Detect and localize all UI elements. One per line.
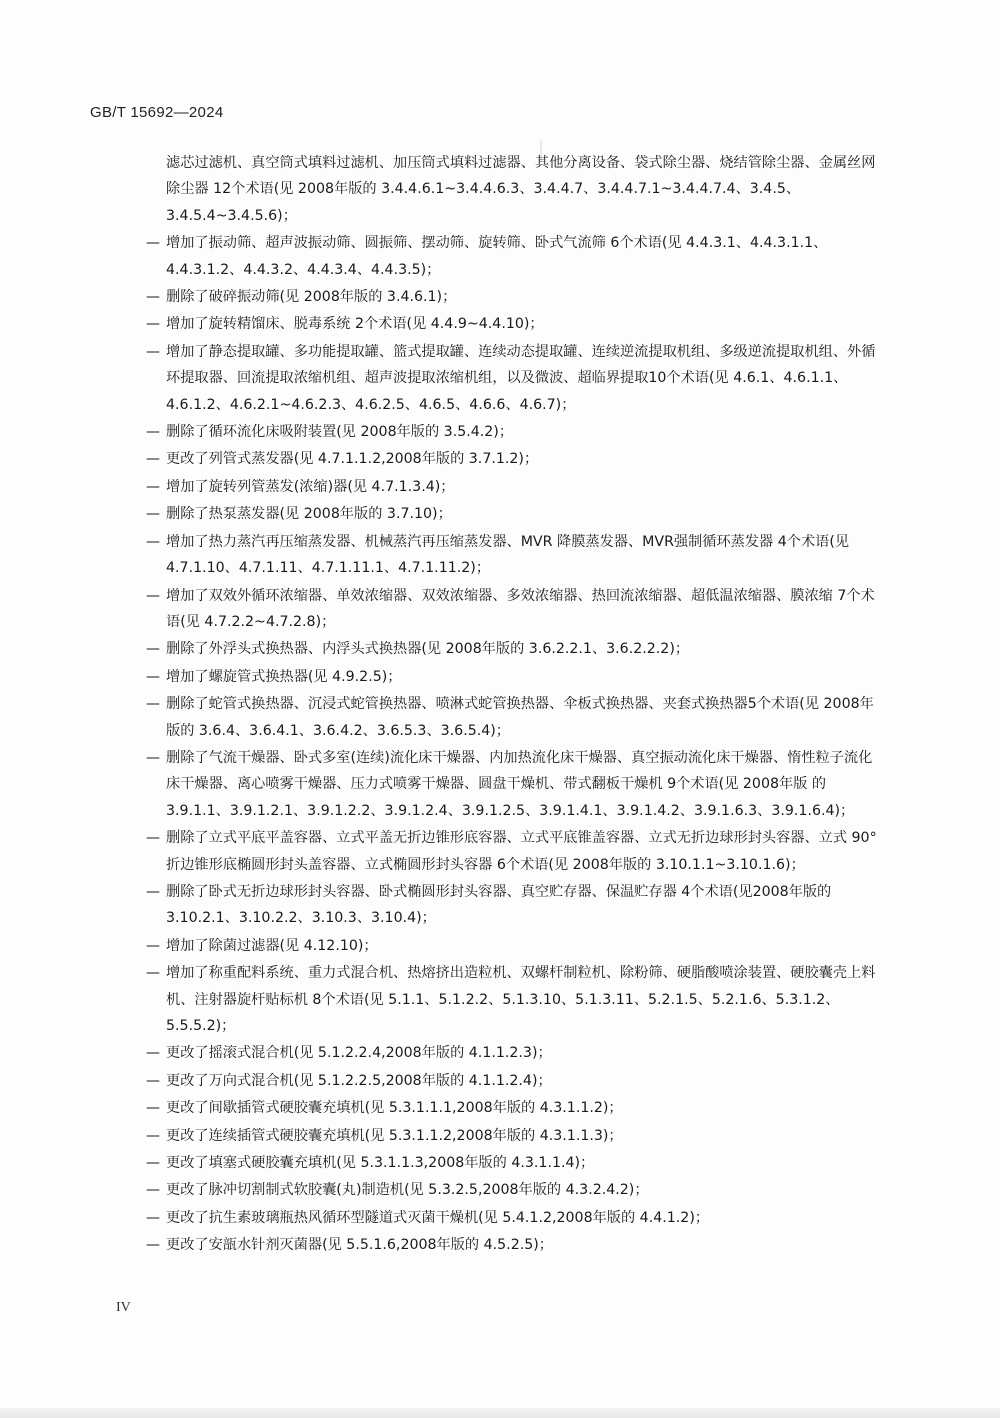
- list-dash: —: [146, 1237, 160, 1254]
- list-item-text: 更改了间歇插管式硬胶囊充填机(见 5.3.1.1.1,2008年版的 4.3.1.1.2)；: [166, 1100, 623, 1117]
- list-dash: —: [146, 668, 160, 685]
- list-item: [146, 583, 886, 636]
- list-item: [146, 636, 886, 662]
- list-item-text: 更改了填塞式硬胶囊充填机(见 5.3.1.1.3,2008年版的 4.3.1.1.4)；: [166, 1155, 595, 1172]
- list-item-text: 更改了列管式蒸发器(见 4.7.1.1.2,2008年版的 3.7.1.2)；: [166, 451, 539, 468]
- list-item-text: 增加了双效外循环浓缩器、单效浓缩器、双效浓缩器、多效浓缩器、热回流浓缩器、超低温浓缩器、膜浓缩 7个术语(见 4.7.2.2~4.7.2.8)；: [166, 587, 875, 630]
- list-dash: —: [146, 289, 160, 306]
- list-dash: —: [146, 965, 160, 982]
- list-item-text: 增加了振动筛、超声波振动筛、圆振筛、摆动筛、旋转筛、卧式气流筛 6个术语(见 4.4.3.1、4.4.3.1.1、4.4.3.1.2、4.4.3.2、4.4.3.4、4.4.3.5)；: [166, 235, 828, 278]
- list-item: [146, 825, 886, 878]
- list-item-text: 更改了连续插管式硬胶囊充填机(见 5.3.1.1.2,2008年版的 4.3.1.1.3)；: [166, 1127, 623, 1144]
- list-dash: —: [146, 1155, 160, 1172]
- list-dash: —: [146, 1182, 160, 1199]
- standard-number: GB/T 15692—2024: [90, 104, 224, 121]
- list-item-text: 增加了热力蒸汽再压缩蒸发器、机械蒸汽再压缩蒸发器、MVR 降膜蒸发器、MVR强制循环蒸发器 4个术语(见 4.7.1.10、4.7.1.11、4.7.1.11.1、4.7.1.11.2)；: [166, 533, 850, 577]
- list-item: [146, 311, 886, 337]
- list-dash: —: [146, 883, 160, 900]
- list-dash: —: [146, 937, 160, 954]
- list-dash: —: [146, 506, 160, 523]
- list-dash: —: [146, 696, 160, 713]
- list-dash: —: [146, 1072, 160, 1089]
- list-item-text: 更改了抗生素玻璃瓶热风循环型隧道式灭菌干燥机(见 5.4.1.2,2008年版的 4.4.1.2)；: [166, 1209, 710, 1226]
- list-item-text: 增加了旋转精馏床、脱毒系统 2个术语(见 4.4.9~4.4.10)；: [166, 316, 544, 333]
- list-dash: —: [146, 478, 160, 495]
- list-item: [146, 745, 886, 824]
- list-item-text: 增加了除菌过滤器(见 4.12.10)；: [166, 937, 378, 954]
- list-item-text: 删除了卧式无折边球形封头容器、卧式椭圆形封头容器、真空贮存器、保温贮存器 4个术语(见2008年版的 3.10.2.1、3.10.2.2、3.10.3、3.10.4)；: [166, 883, 832, 927]
- list-item-text: 增加了静态提取罐、多功能提取罐、篮式提取罐、连续动态提取罐、连续逆流提取机组、多级逆流提取机组、外循环提取器、回流提取浓缩机组、超声波提取浓缩机组，以及微波、超临界提取10个术语(见 4.6.1、4.6.1.1、4.6.1.2、4.6.2.1~4.6.2.3、4.6.2.5、4.6.5、4.6.6、4.6.7)；: [166, 343, 876, 413]
- list-item: [146, 1205, 886, 1231]
- list-item-text: 删除了破碎振动筛(见 2008年版的 3.4.6.1)；: [166, 289, 457, 306]
- list-item-text: 更改了万向式混合机(见 5.1.2.2.5,2008年版的 4.1.1.2.4)；: [166, 1072, 552, 1089]
- list-item: [146, 1232, 886, 1258]
- list-dash: —: [146, 749, 160, 766]
- list-item: [146, 691, 886, 744]
- list-item: [146, 501, 886, 527]
- list-item-text: 增加了称重配料系统、重力式混合机、热熔挤出造粒机、双螺杆制粒机、除粉筛、硬脂酸喷涂装置、硬胶囊壳上料机、注射器旋杆贴标机 8个术语(见 5.1.1、5.1.2.2、5.1.3.10、5.1.3.11、5.2.1.5、5.2.1.6、5.3.1.2、5.5.5.2)；: [166, 965, 876, 1034]
- list-dash: —: [146, 641, 160, 658]
- list-item: [146, 1095, 886, 1121]
- list-item-text: 删除了循环流化床吸附装置(见 2008年版的 3.5.4.2)；: [166, 424, 514, 441]
- list-item: [146, 933, 886, 959]
- list-dash: —: [146, 235, 160, 252]
- list-item: [146, 960, 886, 1039]
- list-item: [146, 150, 886, 229]
- list-dash: —: [146, 1209, 160, 1226]
- change-list: [146, 150, 886, 1260]
- list-item: [146, 1150, 886, 1176]
- list-item-text: 更改了脉冲切割制式软胶囊(丸)制造机(见 5.3.2.5,2008年版的 4.3.2.4.2)；: [166, 1182, 649, 1199]
- list-item-text: 删除了热泵蒸发器(见 2008年版的 3.7.10)；: [166, 506, 452, 523]
- list-item: [146, 1177, 886, 1203]
- list-item: [146, 879, 886, 932]
- list-item: [146, 474, 886, 500]
- list-item-text: 更改了摇滚式混合机(见 5.1.2.2.4,2008年版的 4.1.1.2.3)；: [166, 1045, 552, 1062]
- list-item: [146, 1068, 886, 1094]
- list-dash: —: [146, 316, 160, 333]
- list-item-text: 增加了旋转列管蒸发(浓缩)器(见 4.7.1.3.4)；: [166, 478, 455, 495]
- list-item: [146, 419, 886, 445]
- list-item-text: 删除了气流干燥器、卧式多室(连续)流化床干燥器、内加热流化床干燥器、真空振动流化床干燥器、惰性粒子流化床干燥器、离心喷雾干燥器、压力式喷雾干燥器、圆盘干燥机、带式翻板干燥机 9个术语(见 2008年版 的 3.9.1.1、3.9.1.2.1、3.9.1.2.2、3.9.1.2.4、3.9.1.2.5、3.9.1.4.1、3.9.1.4.2、3.9.1.6.3、3.9.1.6.4)；: [166, 749, 873, 819]
- list-item: [146, 1040, 886, 1066]
- list-item-text: 滤芯过滤机、真空筒式填料过滤机、加压筒式填料过滤器、其他分离设备、袋式除尘器、烧结管除尘器、金属丝网除尘器 12个术语(见 2008年版的 3.4.4.6.1~3.4.4.6.3、3.4.4.7、3.4.4.7.1~3.4.4.7.4、3.4.5、3.4.5.4~3.4.5.6)；: [166, 155, 876, 224]
- list-dash: —: [146, 1127, 160, 1144]
- page-bottom-edge: [0, 1408, 1000, 1418]
- list-item-text: 增加了螺旋管式换热器(见 4.9.2.5)；: [166, 668, 402, 685]
- list-item: [146, 1123, 886, 1149]
- list-dash: —: [146, 533, 160, 550]
- list-item-text: 更改了安瓿水针剂灭菌器(见 5.5.1.6,2008年版的 4.5.2.5)；: [166, 1237, 553, 1254]
- list-item: [146, 339, 886, 418]
- list-dash: —: [146, 343, 160, 360]
- list-dash: —: [146, 424, 160, 441]
- list-item-text: 删除了立式平底平盖容器、立式平盖无折边锥形底容器、立式平底锥盖容器、立式无折边球形封头容器、立式 90°折边锥形底椭圆形封头盖容器、立式椭圆形封头容器 6个术语(见 2008年版的 3.10.1.1~3.10.1.6)；: [166, 830, 877, 873]
- list-item: [146, 284, 886, 310]
- list-item: [146, 230, 886, 283]
- list-item: [146, 529, 886, 582]
- page-number: IV: [116, 1300, 131, 1315]
- list-item: [146, 446, 886, 472]
- list-dash: —: [146, 830, 160, 847]
- list-dash: —: [146, 1045, 160, 1062]
- list-dash: —: [146, 1100, 160, 1117]
- list-item-text: 删除了蛇管式换热器、沉浸式蛇管换热器、喷淋式蛇管换热器、伞板式换热器、夹套式换热器5个术语(见 2008年版的 3.6.4、3.6.4.1、3.6.4.2、3.6.5.3、3.6.5.4)；: [166, 696, 874, 739]
- list-dash: —: [146, 587, 160, 604]
- list-dash: —: [146, 451, 160, 468]
- list-item: [146, 664, 886, 690]
- list-item-text: 删除了外浮头式换热器、内浮头式换热器(见 2008年版的 3.6.2.2.1、3.6.2.2.2)；: [166, 641, 690, 658]
